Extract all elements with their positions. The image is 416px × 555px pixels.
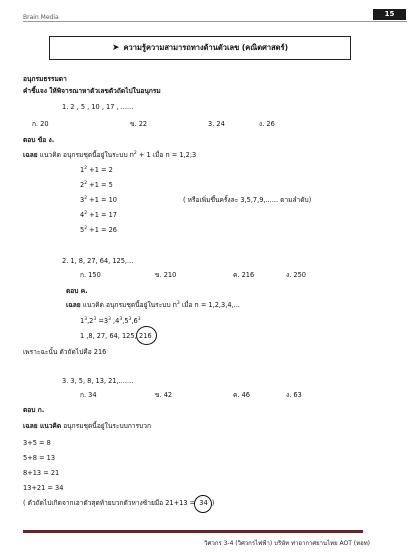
q2-choice-b: ข. 210 <box>155 271 177 279</box>
topic-heading: อนุกรมธรรมดา <box>23 75 67 83</box>
q1-explanation: เฉลย แนวคิด อนุกรมชุดนี้อยู่ในระบบ $n^2 + 1$ เมื่อ n = 1,2,3 <box>23 150 197 159</box>
q1-answer: ตอบ ข้อ ง. <box>23 136 55 144</box>
q1-choice-a: ก. 20 <box>32 120 49 128</box>
q1-step-1: $1^2 +1 = 2$ <box>80 165 113 174</box>
header-divider <box>23 21 407 22</box>
q3-note: ( ตัวถัดไปเกิดจากเอาตัวสุดท้ายบวกตัวหางซ้ายมือ 21+13 = 34 ) <box>23 500 214 507</box>
q1-step-3: $3^2 +1 = 10$ <box>80 195 118 204</box>
q1-question: 1. 2 , 5 , 10 , 17 , ...... <box>62 103 134 111</box>
q2-choice-d: ง. 250 <box>286 271 306 279</box>
q1-choice-b: ข. 22 <box>130 120 148 128</box>
q3-step-1: 3+5 = 8 <box>23 439 51 447</box>
brand-name: Brain Media <box>23 14 59 21</box>
page-number-badge: 15 <box>373 9 406 20</box>
q2-explanation: เฉลย แนวคิด อนุกรมชุดนี้อยู่ในระบบ $n^3$ เมื่อ n = 1,2,3,4,... <box>66 300 240 309</box>
q3-explanation: เฉลย แนวคิด อนุกรมชุดนี้อยู่ในระบบการบวก <box>23 422 151 430</box>
q3-answer-circle: 34 <box>197 500 209 507</box>
q3-step-3: 8+13 = 21 <box>23 469 60 477</box>
q1-step-2: $2^2 +1 = 5$ <box>80 180 113 189</box>
q1-step-4: $4^2 +1 = 17$ <box>80 210 118 219</box>
q1-choice-d: ง. 26 <box>259 120 275 128</box>
arrow-icon: ➤ <box>111 42 120 53</box>
q2-conclusion: เพราะฉะนั้น ตัวถัดไปคือ 216 <box>23 348 107 356</box>
q3-choice-c: ค. 46 <box>233 391 250 399</box>
q2-answer: ตอบ ค. <box>66 287 88 295</box>
q3-step-4: 13+21 = 34 <box>23 484 64 492</box>
q3-step-2: 5+8 = 13 <box>23 454 56 462</box>
footer-bar <box>23 530 363 533</box>
q2-choice-a: ก. 150 <box>80 271 101 279</box>
q1-step-5: $5^2 +1 = 26$ <box>80 225 118 234</box>
q1-note: ( หรือเพิ่มขึ้นครั้งละ 3,5,7,9,...... ตามลำดับ) <box>183 196 312 204</box>
q3-choice-b: ข. 42 <box>155 391 173 399</box>
q2-question: 2. 1, 8, 27, 64, 125,... <box>62 257 134 265</box>
footer-text: วิศวกร 3-4 (วิศวกรไฟฟ้า) บริษัท ท่าอากาศยานไทย AOT (ทอท) <box>204 540 370 547</box>
q2-choice-c: ค. 216 <box>233 271 255 279</box>
q2-powers: $1^3,2^3 =3^3$ $,4^3,5^3,6^3$ <box>80 316 141 325</box>
section-title-box <box>49 36 351 60</box>
q2-sequence: 1 ,8, 27, 64, 125, <box>80 332 137 340</box>
section-title <box>50 37 350 59</box>
section-title-text: ความรู้ความสามารถทางด้านตัวเลข (คณิตศาสตร์) <box>123 43 288 53</box>
q3-answer: ตอบ ก. <box>23 406 45 414</box>
q1-choice-c: 3. 24 <box>208 120 225 128</box>
q3-choice-a: ก. 34 <box>80 391 97 399</box>
instruction-text: คำชี้แจง ให้พิจารณาหาตัวเลขตัวถัดไปในอนุกรม <box>23 87 161 95</box>
q3-choice-d: ง. 63 <box>286 391 302 399</box>
q2-circled-value: 216 <box>139 332 152 340</box>
q3-question: 3. 3, 5, 8, 13, 21,....... <box>62 377 134 385</box>
